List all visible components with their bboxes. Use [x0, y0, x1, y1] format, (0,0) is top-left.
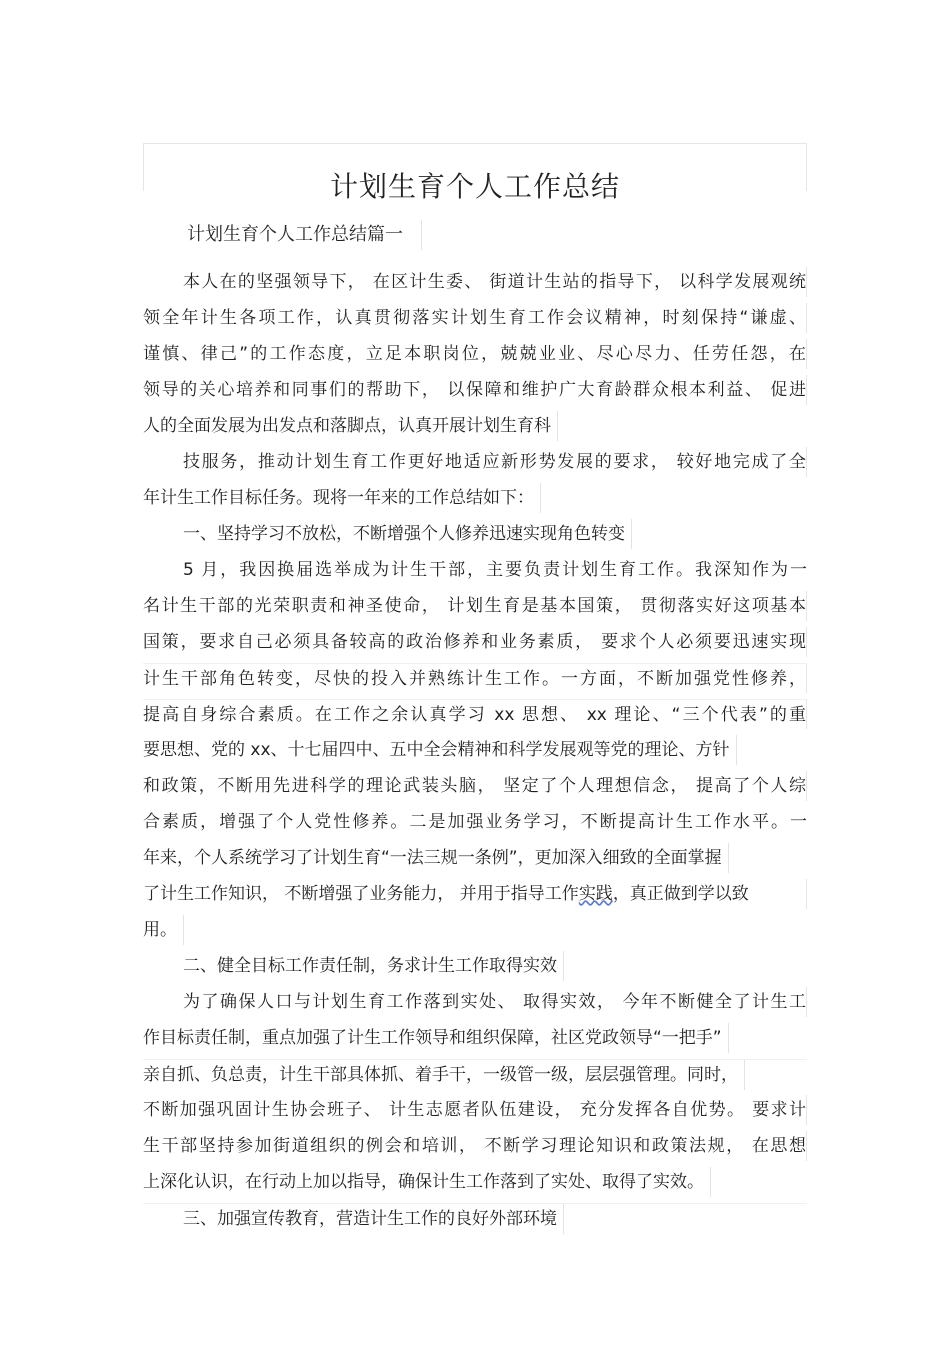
section-heading-text: 一、坚持学习不放松，不断增强个人修养迅速实现角色转变	[183, 519, 632, 549]
section-heading-text: 三、加强宣传教育，营造计生工作的良好外部环境	[183, 1204, 564, 1234]
body-line: 为了确保人口与计划生育工作落到实处、 取得实效， 今年不断健全了计生工	[143, 987, 807, 1017]
document-title: 计划生育个人工作总结	[329, 169, 620, 203]
body-line	[143, 1059, 807, 1089]
body-line: 技服务，推动计划生育工作更好地适应新形势发展的要求， 较好地完成了全	[143, 447, 807, 477]
body-line	[143, 879, 807, 909]
body-line	[143, 483, 807, 513]
spellcheck-word: 实践	[578, 884, 613, 904]
body-line: 5 月，我因换届选举成为计生干部，主要负责计划生育工作。我深知作为一	[183, 560, 807, 580]
section-heading	[143, 951, 807, 981]
body-line: 谨慎、律己”的工作态度，立足本职岗位，兢兢业业、尽心尽力、任劳任怨，在	[143, 339, 807, 369]
body-line: 合素质，增强了个人党性修养。二是加强业务学习，不断提高计生工作水平。一	[143, 812, 807, 832]
body-line-text: 人的全面发展为出发点和落脚点，认真开展计划生育科	[143, 411, 558, 441]
body-line-text: 亲自抓、负总责，计生干部具体抓、着手干，一级管一级，层层强管理。同时，	[143, 1060, 745, 1090]
body-line	[143, 411, 807, 441]
body-line-text: 上深化认识，在行动上加以指导，确保计生工作落到了实处、取得了实效。	[143, 1167, 711, 1197]
body-line	[143, 843, 807, 873]
body-line: 计生干部角色转变，尽快的投入并熟练计生工作。一方面，不断加强党性修养，	[143, 663, 807, 693]
body-line-text: ，真正做到学以致	[612, 884, 749, 904]
body-line: 生干部坚持参加街道组织的例会和培训， 不断学习理论知识和政策法规， 在思想	[143, 1131, 807, 1161]
section-heading-text: 二、健全目标工作责任制，务求计生工作取得实效	[183, 951, 564, 981]
body-line-text: 年计生工作目标任务。现将一年来的工作总结如下：	[143, 483, 541, 513]
body-line-text: 用。	[143, 915, 184, 945]
body-line: 本人在的坚强领导下， 在区计生委、 街道计生站的指导下， 以科学发展观统	[143, 267, 807, 297]
body-line: 国策，要求自己必须具备较高的政治修养和业务素质， 要求个人必须要迅速实现	[143, 627, 807, 657]
body-line: 领导的关心培养和同事们的帮助下， 以保障和维护广大育龄群众根本利益、 促进	[143, 375, 807, 405]
body-line: 领全年计生各项工作，认真贯彻落实计划生育工作会议精神，时刻保持“谦虚、	[143, 303, 807, 333]
body-line-text: 要思想、党的 xx、十七届四中、五中全会精神和科学发展观等党的理论、方针	[143, 735, 737, 765]
body-line	[143, 735, 807, 765]
body-line: 提高自身综合素质。在工作之余认真学习 xx 思想、 xx 理论、“三个代表”的重	[143, 699, 807, 729]
body-line-text: 了计生工作知识， 不断增强了业务能力， 并用于指导工作	[143, 884, 579, 904]
body-line	[143, 915, 807, 945]
body-line	[143, 1023, 807, 1053]
body-line-text: 作目标责任制，重点加强了计生工作领导和组织保障，社区党政领导“一把手”	[143, 1023, 729, 1053]
body-line: 名计生干部的光荣职责和神圣使命， 计划生育是基本国策， 贯彻落实好这项基本	[143, 591, 807, 621]
section-subtitle: 计划生育个人工作总结篇一	[187, 220, 422, 250]
body-line: 和政策，不断用先进科学的理论武装头脑， 坚定了个人理想信念， 提高了个人综	[143, 771, 807, 801]
body-line	[143, 1167, 807, 1197]
body-line: 不断加强巩固计生协会班子、 计生志愿者队伍建设， 充分发挥各自优势。 要求计	[143, 1095, 807, 1125]
section-heading	[143, 1203, 807, 1233]
section-heading	[143, 519, 807, 549]
body-line-text: 年来，个人系统学习了计划生育“一法三规一条例”，更加深入细致的全面掌握	[143, 843, 729, 873]
